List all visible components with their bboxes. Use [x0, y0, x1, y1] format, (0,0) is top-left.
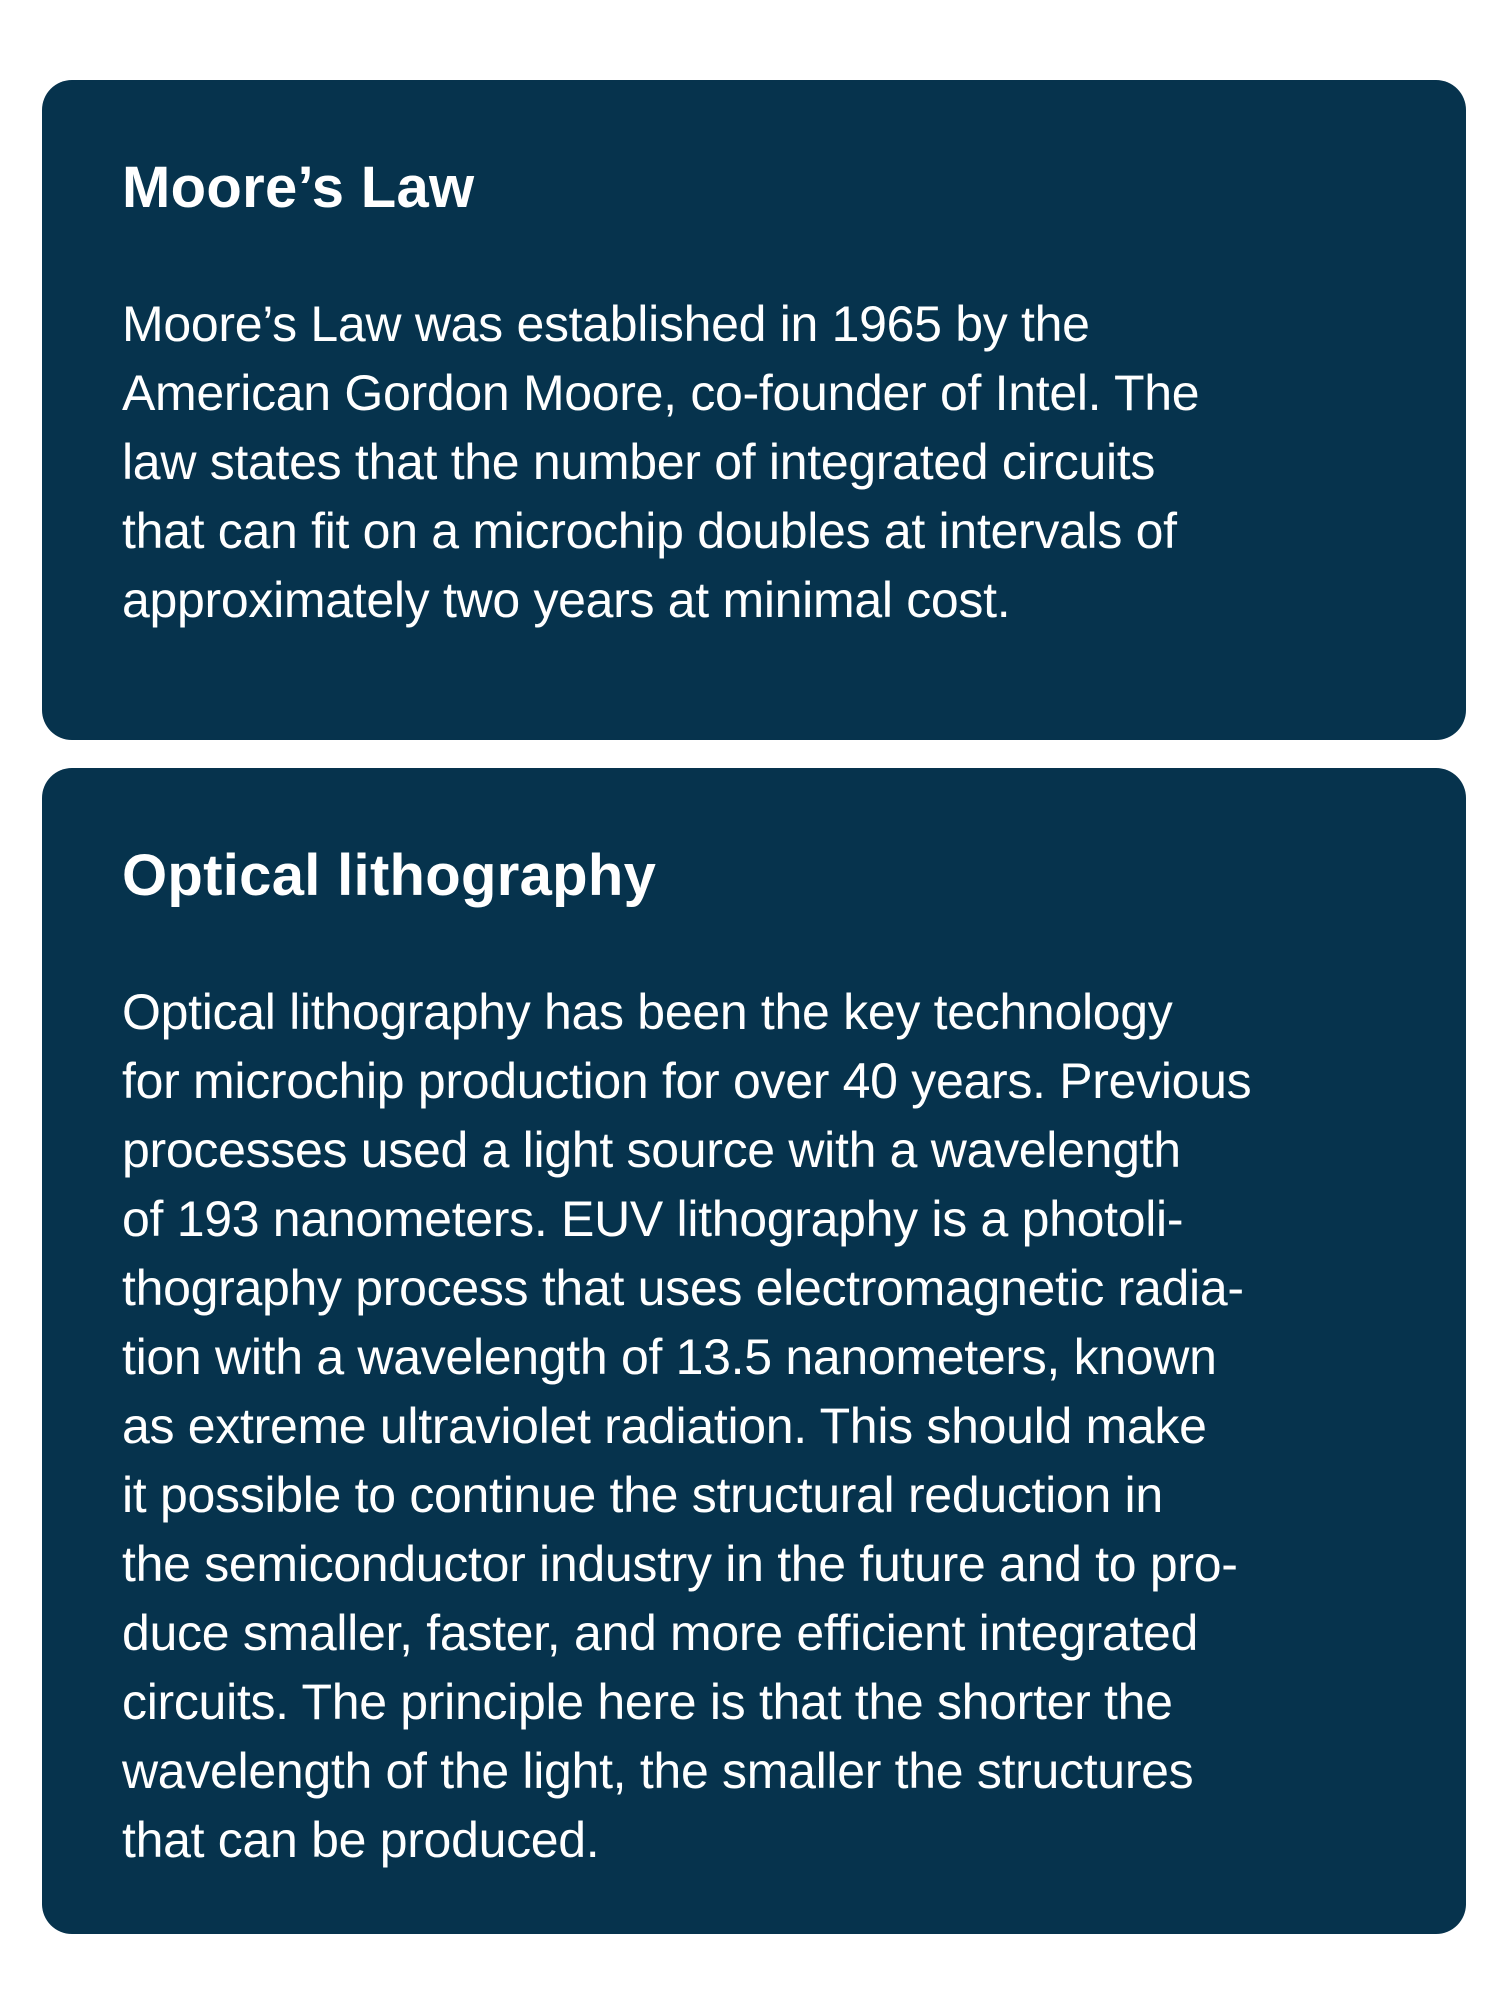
optical-lithography-paragraph: [122, 978, 1251, 1875]
moores-law-card: [42, 80, 1466, 740]
paragraph-line: that can fit on a microchip doubles at intervals of: [122, 503, 1177, 559]
paragraph-line: processes used a light source with a wavelength: [122, 1122, 1181, 1178]
paragraph-line: the semiconductor industry in the future and to pro-: [122, 1536, 1238, 1592]
paragraph-line: it possible to continue the structural reduction in: [122, 1467, 1163, 1523]
paragraph-line: Moore’s Law was established in 1965 by the: [122, 296, 1090, 352]
paragraph-line: approximately two years at minimal cost.: [122, 572, 1011, 628]
paragraph-line: of 193 nanometers. EUV lithography is a photoli-: [122, 1191, 1184, 1247]
optical-lithography-card: [42, 768, 1466, 1934]
paragraph-line: tion with a wavelength of 13.5 nanometers, known: [122, 1329, 1217, 1385]
moores-law-paragraph: [122, 290, 1199, 635]
paragraph-line: thography process that uses electromagnetic radia-: [122, 1260, 1244, 1316]
paragraph-line: as extreme ultraviolet radiation. This should make: [122, 1398, 1207, 1454]
paragraph-line: circuits. The principle here is that the shorter the: [122, 1674, 1173, 1730]
paragraph-line: duce smaller, faster, and more efficient integrated: [122, 1605, 1199, 1661]
optical-lithography-title: Optical lithography: [122, 843, 657, 908]
paragraph-line: American Gordon Moore, co-founder of Intel. The: [122, 365, 1200, 421]
paragraph-line: law states that the number of integrated circuits: [122, 434, 1156, 490]
paragraph-line: wavelength of the light, the smaller the structures: [122, 1743, 1194, 1799]
paragraph-line: for microchip production for over 40 years. Previous: [122, 1053, 1252, 1109]
paragraph-line: Optical lithography has been the key technology: [122, 984, 1173, 1040]
paragraph-line: that can be produced.: [122, 1812, 600, 1868]
moores-law-title: Moore’s Law: [122, 155, 475, 220]
